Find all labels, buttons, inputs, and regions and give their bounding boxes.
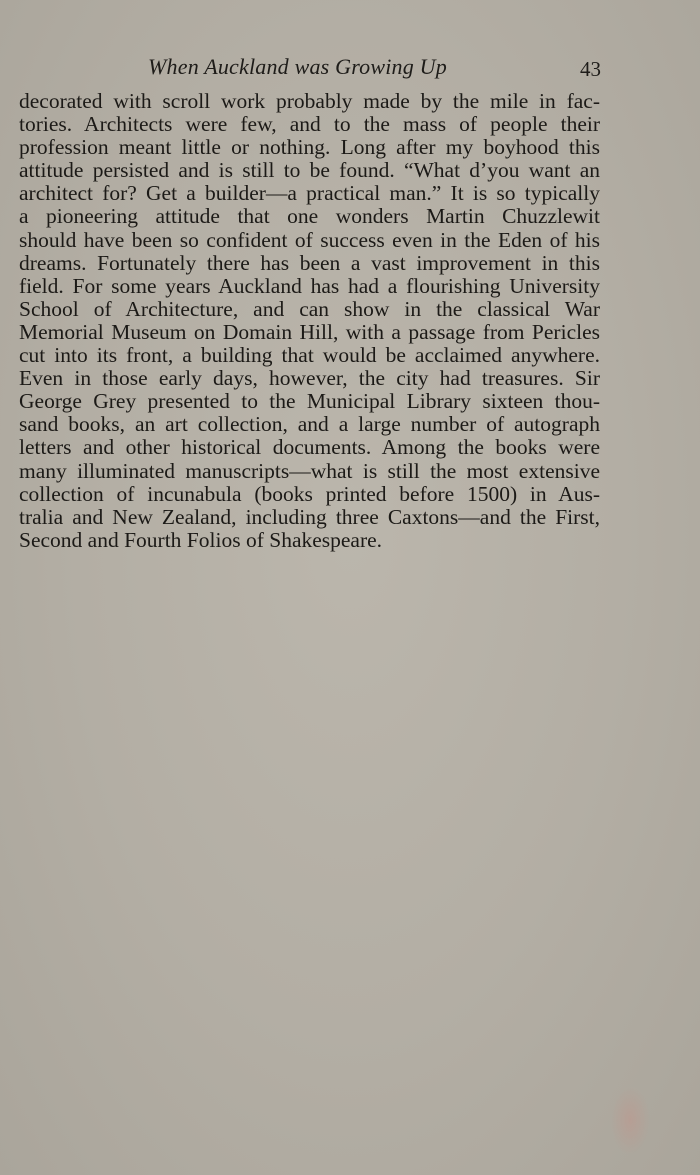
- text-line: Memorial Museum on Domain Hill, with a passage from Pericles: [19, 319, 600, 344]
- body-paragraph: [19, 90, 600, 552]
- text-line: Even in those early days, however, the city had treasures. Sir: [19, 366, 600, 391]
- text-line: tralia and New Zealand, including three Caxtons—and the First,: [19, 504, 600, 529]
- running-title: When Auckland was Growing Up: [148, 54, 447, 79]
- text-line: collection of incunabula (books printed before 1500) in Aus-: [19, 481, 600, 506]
- text-line: profession meant little or nothing. Long after my boyhood this: [19, 135, 600, 160]
- text-line: tories. Architects were few, and to the mass of people their: [19, 112, 600, 137]
- text-line: Second and Fourth Folios of Shakespeare.: [19, 527, 383, 552]
- text-line: sand books, an art collection, and a large number of autograph: [19, 412, 600, 437]
- text-line: dreams. Fortunately there has been a vast improvement in this: [19, 250, 600, 275]
- text-line: attitude persisted and is still to be found. “What d’you want an: [19, 158, 600, 183]
- text-line: field. For some years Auckland has had a flourishing University: [19, 273, 600, 298]
- paper-stain: [610, 1085, 650, 1155]
- text-line: School of Architecture, and can show in the classical War: [19, 296, 600, 321]
- text-line: architect for? Get a builder—a practical man.” It is so typically: [19, 181, 600, 206]
- text-line: cut into its front, a building that would be acclaimed anywhere.: [19, 343, 600, 368]
- text-line: George Grey presented to the Municipal Library sixteen thou-: [19, 389, 600, 414]
- page-number: 43: [580, 57, 601, 81]
- text-line: decorated with scroll work probably made by the mile in fac-: [19, 89, 600, 113]
- text-line: should have been so confident of success even in the Eden of his: [19, 227, 600, 252]
- text-line: letters and other historical documents. Among the books were: [19, 435, 600, 460]
- text-line: a pioneering attitude that one wonders Martin Chuzzlewit: [19, 204, 600, 229]
- text-line: many illuminated manuscripts—what is still the most extensive: [19, 458, 600, 483]
